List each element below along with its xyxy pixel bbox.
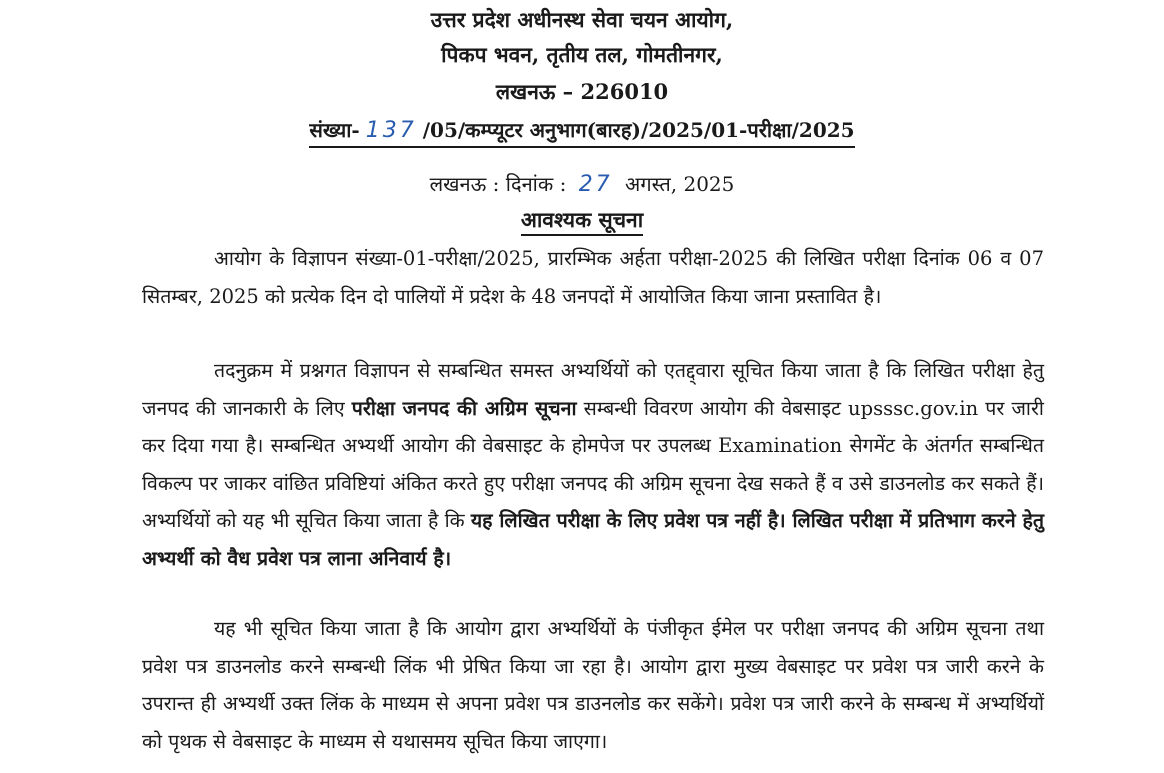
commission-city: लखनऊ – 226010 xyxy=(495,79,669,104)
admit-card-warning-bold: यह लिखित परीक्षा के लिए प्रवेश पत्र नहीं है। लिखित परीक्षा में प्रतिभाग करने हेतु अभ्यर्थी को वैध प्रवेश पत्र लाना अनिवार्य है। xyxy=(142,509,1044,570)
date-line xyxy=(0,170,1164,199)
date-handwritten-day: 27 xyxy=(578,172,613,197)
reference-number xyxy=(0,116,1164,148)
reference-prefix: संख्या- xyxy=(309,118,360,142)
date-suffix: अगस्त, 2025 xyxy=(625,172,735,196)
date-prefix: लखनऊ : दिनांक : xyxy=(429,172,567,196)
reference-suffix: /05/कम्प्यूटर अनुभाग(बारह)/2025/01-परीक्षा/2025 xyxy=(422,118,855,142)
reference-handwritten-number: 137 xyxy=(365,118,417,143)
notice-title: आवश्यक सूचना xyxy=(0,206,1164,236)
paragraph-3: यह भी सूचित किया जाता है कि आयोग द्वारा अभ्यर्थियों के पंजीकृत ईमेल पर परीक्षा जनपद की अग्रिम सूचना तथा प्रवेश पत्र डाउनलोड करने सम्बन्धी लिंक भी प्रेषित किया जा रहा है। आयोग द्वारा मुख्य वेबसाइट पर प्रवेश पत्र जारी करने के उपरान्त ही अभ्यर्थी उक्त लिंक के माध्यम से अपना प्रवेश पत्र डाउनलोड कर सकेंगे। प्रवेश पत्र जारी करने के सम्बन्ध में अभ्यर्थियों को पृथक से वेबसाइट के माध्यम से यथासमय सूचित किया जाएगा। xyxy=(142,617,1044,753)
commission-address: पिकप भवन, तृतीय तल, गोमतीनगर, xyxy=(441,42,723,67)
paragraph-2: तदनुक्रम में प्रश्नगत विज्ञापन से सम्बन्धित समस्त अभ्यर्थियों को एतद्द्वारा सूचित किया जाता है कि लिखित परीक्षा हेतु जनपद की जानकारी के लिए परीक्षा जनपद की अग्रिम सूचना सम्बन्धी विवरण आयोग की वेबसाइट upsssc.gov.in पर जारी कर दिया गया है। सम्बन्धित अभ्यर्थी आयोग की वेबसाइट के होमपेज पर उपलब्ध Examination सेगमेंट के अंतर्गत सम्बन्धित विकल्प पर जाकर वांछित प्रविष्टियां अंकित करते हुए परीक्षा जनपद की अग्रिम सूचना देख सकते हैं व उसे डाउनलोड कर सकते हैं। अभ्यर्थियों को यह भी सूचित किया जाता है कि यह लिखित परीक्षा के लिए प्रवेश पत्र नहीं है। लिखित परीक्षा में प्रतिभाग करने हेतु अभ्यर्थी को वैध प्रवेश पत्र लाना अनिवार्य है। xyxy=(142,359,1044,570)
district-notice-bold: परीक्षा जनपद की अग्रिम सूचना xyxy=(351,396,577,420)
paragraph-1: आयोग के विज्ञापन संख्या-01-परीक्षा/2025, प्रारम्भिक अर्हता परीक्षा-2025 की लिखित परीक्षा दिनांक 06 व 07 सितम्बर, 2025 को प्रत्येक दिन दो पालियों में प्रदेश के 48 जनपदों में आयोजित किया जाना प्रस्तावित है। xyxy=(142,247,1044,308)
commission-name: उत्तर प्रदेश अधीनस्थ सेवा चयन आयोग, xyxy=(430,7,734,32)
